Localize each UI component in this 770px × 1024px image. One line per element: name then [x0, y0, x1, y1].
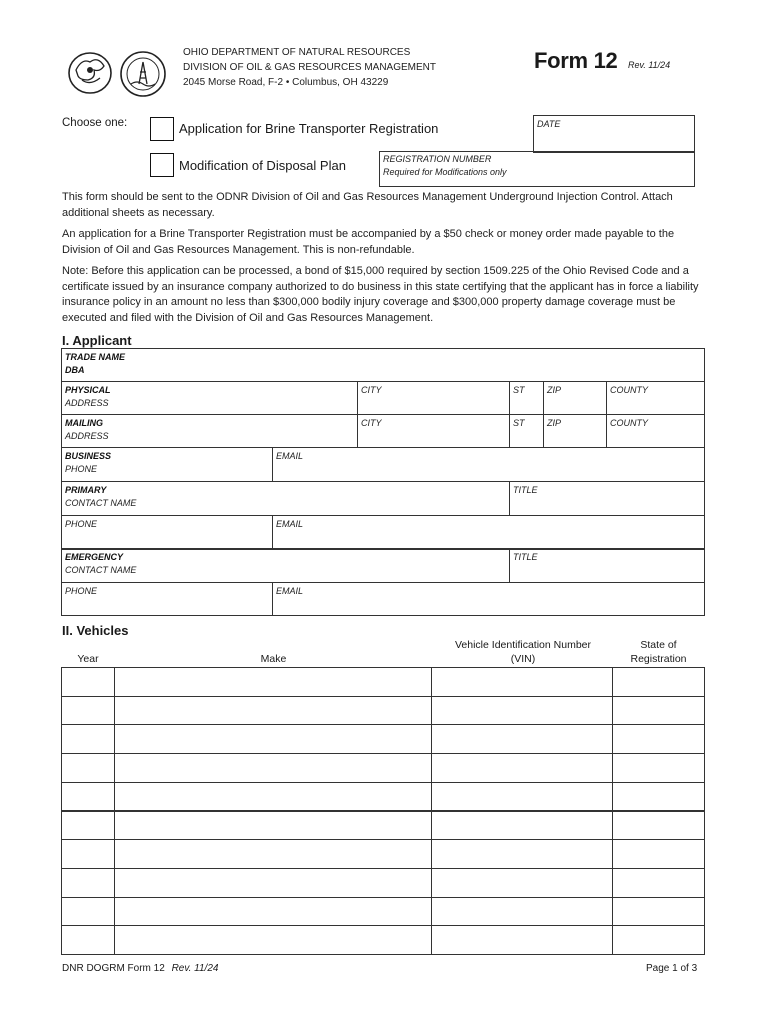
trade-name-field[interactable]: [61, 348, 705, 382]
option-disposal-plan-label: Modification of Disposal Plan: [179, 158, 346, 173]
primary-title-label: TITLE: [513, 485, 538, 495]
choose-one-label: Choose one:: [62, 117, 128, 129]
vehicle-vin-cell[interactable]: [431, 667, 613, 697]
vehicle-year-cell[interactable]: [61, 667, 115, 697]
mailing-zip-label: ZIP: [547, 418, 562, 428]
physical-address-label: ADDRESS: [65, 398, 109, 408]
business-email-field[interactable]: [272, 447, 705, 482]
fee-paragraph: An application for a Brine Transporter Registration must be accompanied by a $50 check or money order made payable to the Division of Oil and Gas Resources Management. This is non-refundable.: [62, 228, 675, 256]
option-brine-registration-checkbox[interactable]: [150, 117, 174, 141]
emergency-contact-name-label: CONTACT NAME: [65, 565, 137, 575]
business-label: BUSINESS: [65, 451, 112, 461]
registration-number-label: REGISTRATION NUMBER: [383, 154, 492, 164]
mailing-label: MAILING: [65, 418, 103, 428]
vehicle-state-cell[interactable]: [612, 897, 705, 927]
vehicle-vin-cell[interactable]: [431, 897, 613, 927]
mailing-address-field[interactable]: [61, 414, 358, 448]
footer-form-name: DNR DOGRM Form 12: [62, 963, 165, 974]
vehicle-state-cell[interactable]: [612, 724, 705, 754]
registration-number-field[interactable]: [379, 151, 695, 187]
primary-email-field[interactable]: [272, 515, 705, 550]
physical-city-label: CITY: [361, 385, 382, 395]
vehicle-make-cell[interactable]: [114, 724, 432, 754]
vehicle-make-cell[interactable]: [114, 868, 432, 898]
vehicle-vin-cell[interactable]: [431, 811, 613, 841]
physical-st-label: ST: [513, 385, 525, 395]
division-name: DIVISION OF OIL & GAS RESOURCES MANAGEMENT: [183, 62, 437, 73]
applicant-section-title: I. Applicant: [62, 333, 132, 348]
vehicle-vin-cell[interactable]: [431, 753, 613, 783]
division-seal-icon: [119, 50, 167, 98]
mailing-st-label: ST: [513, 418, 525, 428]
vehicle-make-cell[interactable]: [114, 667, 432, 697]
bond-note-paragraph: Note: Before this application can be processed, a bond of $15,000 required by section 1509.225 of the Ohio Revised Code and a certificate issued by an insurance company authorized to do business in this state certifying that the applicant has in force a liability insurance policy in an amount no less than $300,000 bodily injury coverage and $300,000 property damage coverage must be executed and filed with the Division of Oil and Gas Resources Management.: [62, 265, 699, 324]
primary-phone-label: PHONE: [65, 519, 98, 529]
emergency-title-label: TITLE: [513, 552, 538, 562]
mailing-county-label: COUNTY: [610, 418, 648, 428]
primary-title-field[interactable]: [509, 481, 705, 516]
business-phone-label: PHONE: [65, 464, 98, 474]
vehicle-make-cell[interactable]: [114, 839, 432, 869]
mailing-address-label: ADDRESS: [65, 431, 109, 441]
vehicles-section-title: II. Vehicles: [62, 623, 129, 638]
vehicles-col-year: Year: [77, 653, 99, 665]
physical-county-label: COUNTY: [610, 385, 648, 395]
vehicle-state-cell[interactable]: [612, 782, 705, 812]
vehicle-year-cell[interactable]: [61, 724, 115, 754]
dba-label: DBA: [65, 365, 85, 375]
vehicle-year-cell[interactable]: [61, 897, 115, 927]
trade-name-label: TRADE NAME: [65, 352, 125, 362]
vehicles-col-make: Make: [260, 653, 287, 665]
vehicle-vin-cell[interactable]: [431, 724, 613, 754]
agency-address: 2045 Morse Road, F-2 • Columbus, OH 43229: [183, 77, 389, 88]
vehicle-vin-cell[interactable]: [431, 868, 613, 898]
footer-form-id: [62, 963, 218, 974]
emergency-label: EMERGENCY: [65, 552, 124, 562]
vehicle-year-cell[interactable]: [61, 696, 115, 726]
form-title: Form 12: [534, 48, 618, 73]
vehicle-vin-cell[interactable]: [431, 782, 613, 812]
mailing-state-field[interactable]: [509, 414, 544, 448]
vehicle-state-cell[interactable]: [612, 696, 705, 726]
vehicle-state-cell[interactable]: [612, 667, 705, 697]
date-label: DATE: [537, 119, 561, 129]
vehicle-vin-cell[interactable]: [431, 839, 613, 869]
vehicle-year-cell[interactable]: [61, 753, 115, 783]
vehicle-year-cell[interactable]: [61, 811, 115, 841]
vehicle-make-cell[interactable]: [114, 925, 432, 955]
business-phone-field[interactable]: [61, 447, 273, 482]
registration-number-note: Required for Modifications only: [383, 167, 507, 177]
mailing-city-label: CITY: [361, 418, 382, 428]
footer-page-number: Page 1 of 3: [646, 963, 698, 974]
primary-phone-field[interactable]: [61, 515, 273, 550]
vehicle-vin-cell[interactable]: [431, 696, 613, 726]
emergency-contact-name-field[interactable]: [61, 548, 510, 583]
physical-city-field[interactable]: [357, 381, 510, 415]
date-field[interactable]: [533, 115, 695, 153]
emergency-email-field[interactable]: [272, 582, 705, 616]
vehicle-make-cell[interactable]: [114, 811, 432, 841]
agency-name: OHIO DEPARTMENT OF NATURAL RESOURCES: [183, 47, 411, 58]
vehicle-make-cell[interactable]: [114, 696, 432, 726]
vehicle-state-cell[interactable]: [612, 925, 705, 955]
emergency-email-label: EMAIL: [276, 586, 304, 596]
vehicle-year-cell[interactable]: [61, 925, 115, 955]
vehicle-state-cell[interactable]: [612, 868, 705, 898]
physical-state-field[interactable]: [509, 381, 544, 415]
vehicle-make-cell[interactable]: [114, 782, 432, 812]
instructions-paragraph: This form should be sent to the ODNR Division of Oil and Gas Resources Management Underground Injection Control. Attach additional sheets as necessary.: [62, 191, 673, 219]
vehicle-state-cell[interactable]: [612, 839, 705, 869]
emergency-phone-label: PHONE: [65, 586, 98, 596]
physical-address-field[interactable]: [61, 381, 358, 415]
business-email-label: EMAIL: [276, 451, 304, 461]
option-brine-registration-label: Application for Brine Transporter Registration: [179, 121, 439, 136]
vehicles-col-vin: Vehicle Identification Number (VIN): [455, 639, 591, 665]
vehicle-make-cell[interactable]: [114, 753, 432, 783]
vehicle-vin-cell[interactable]: [431, 925, 613, 955]
primary-contact-name-field[interactable]: [61, 481, 510, 516]
mailing-city-field[interactable]: [357, 414, 510, 448]
physical-zip-label: ZIP: [547, 385, 562, 395]
primary-email-label: EMAIL: [276, 519, 304, 529]
form-revision: Rev. 11/24: [628, 60, 671, 70]
vehicles-table: [61, 667, 705, 954]
emergency-title-field[interactable]: [509, 548, 705, 583]
vehicle-year-cell[interactable]: [61, 782, 115, 812]
physical-label: PHYSICAL: [65, 385, 111, 395]
vehicle-make-cell[interactable]: [114, 897, 432, 927]
footer-form-rev: Rev. 11/24: [171, 963, 219, 974]
vehicles-col-state: State of Registration: [630, 639, 687, 665]
option-disposal-plan-checkbox[interactable]: [150, 153, 174, 177]
mailing-zip-field[interactable]: [543, 414, 607, 448]
primary-label: PRIMARY: [65, 485, 107, 495]
vehicle-year-cell[interactable]: [61, 868, 115, 898]
mailing-county-field[interactable]: [606, 414, 705, 448]
vehicle-state-cell[interactable]: [612, 811, 705, 841]
physical-county-field[interactable]: [606, 381, 705, 415]
odnr-logo: [66, 50, 114, 96]
vehicle-state-cell[interactable]: [612, 753, 705, 783]
primary-contact-name-label: CONTACT NAME: [65, 498, 137, 508]
vehicle-year-cell[interactable]: [61, 839, 115, 869]
physical-zip-field[interactable]: [543, 381, 607, 415]
emergency-phone-field[interactable]: [61, 582, 273, 616]
